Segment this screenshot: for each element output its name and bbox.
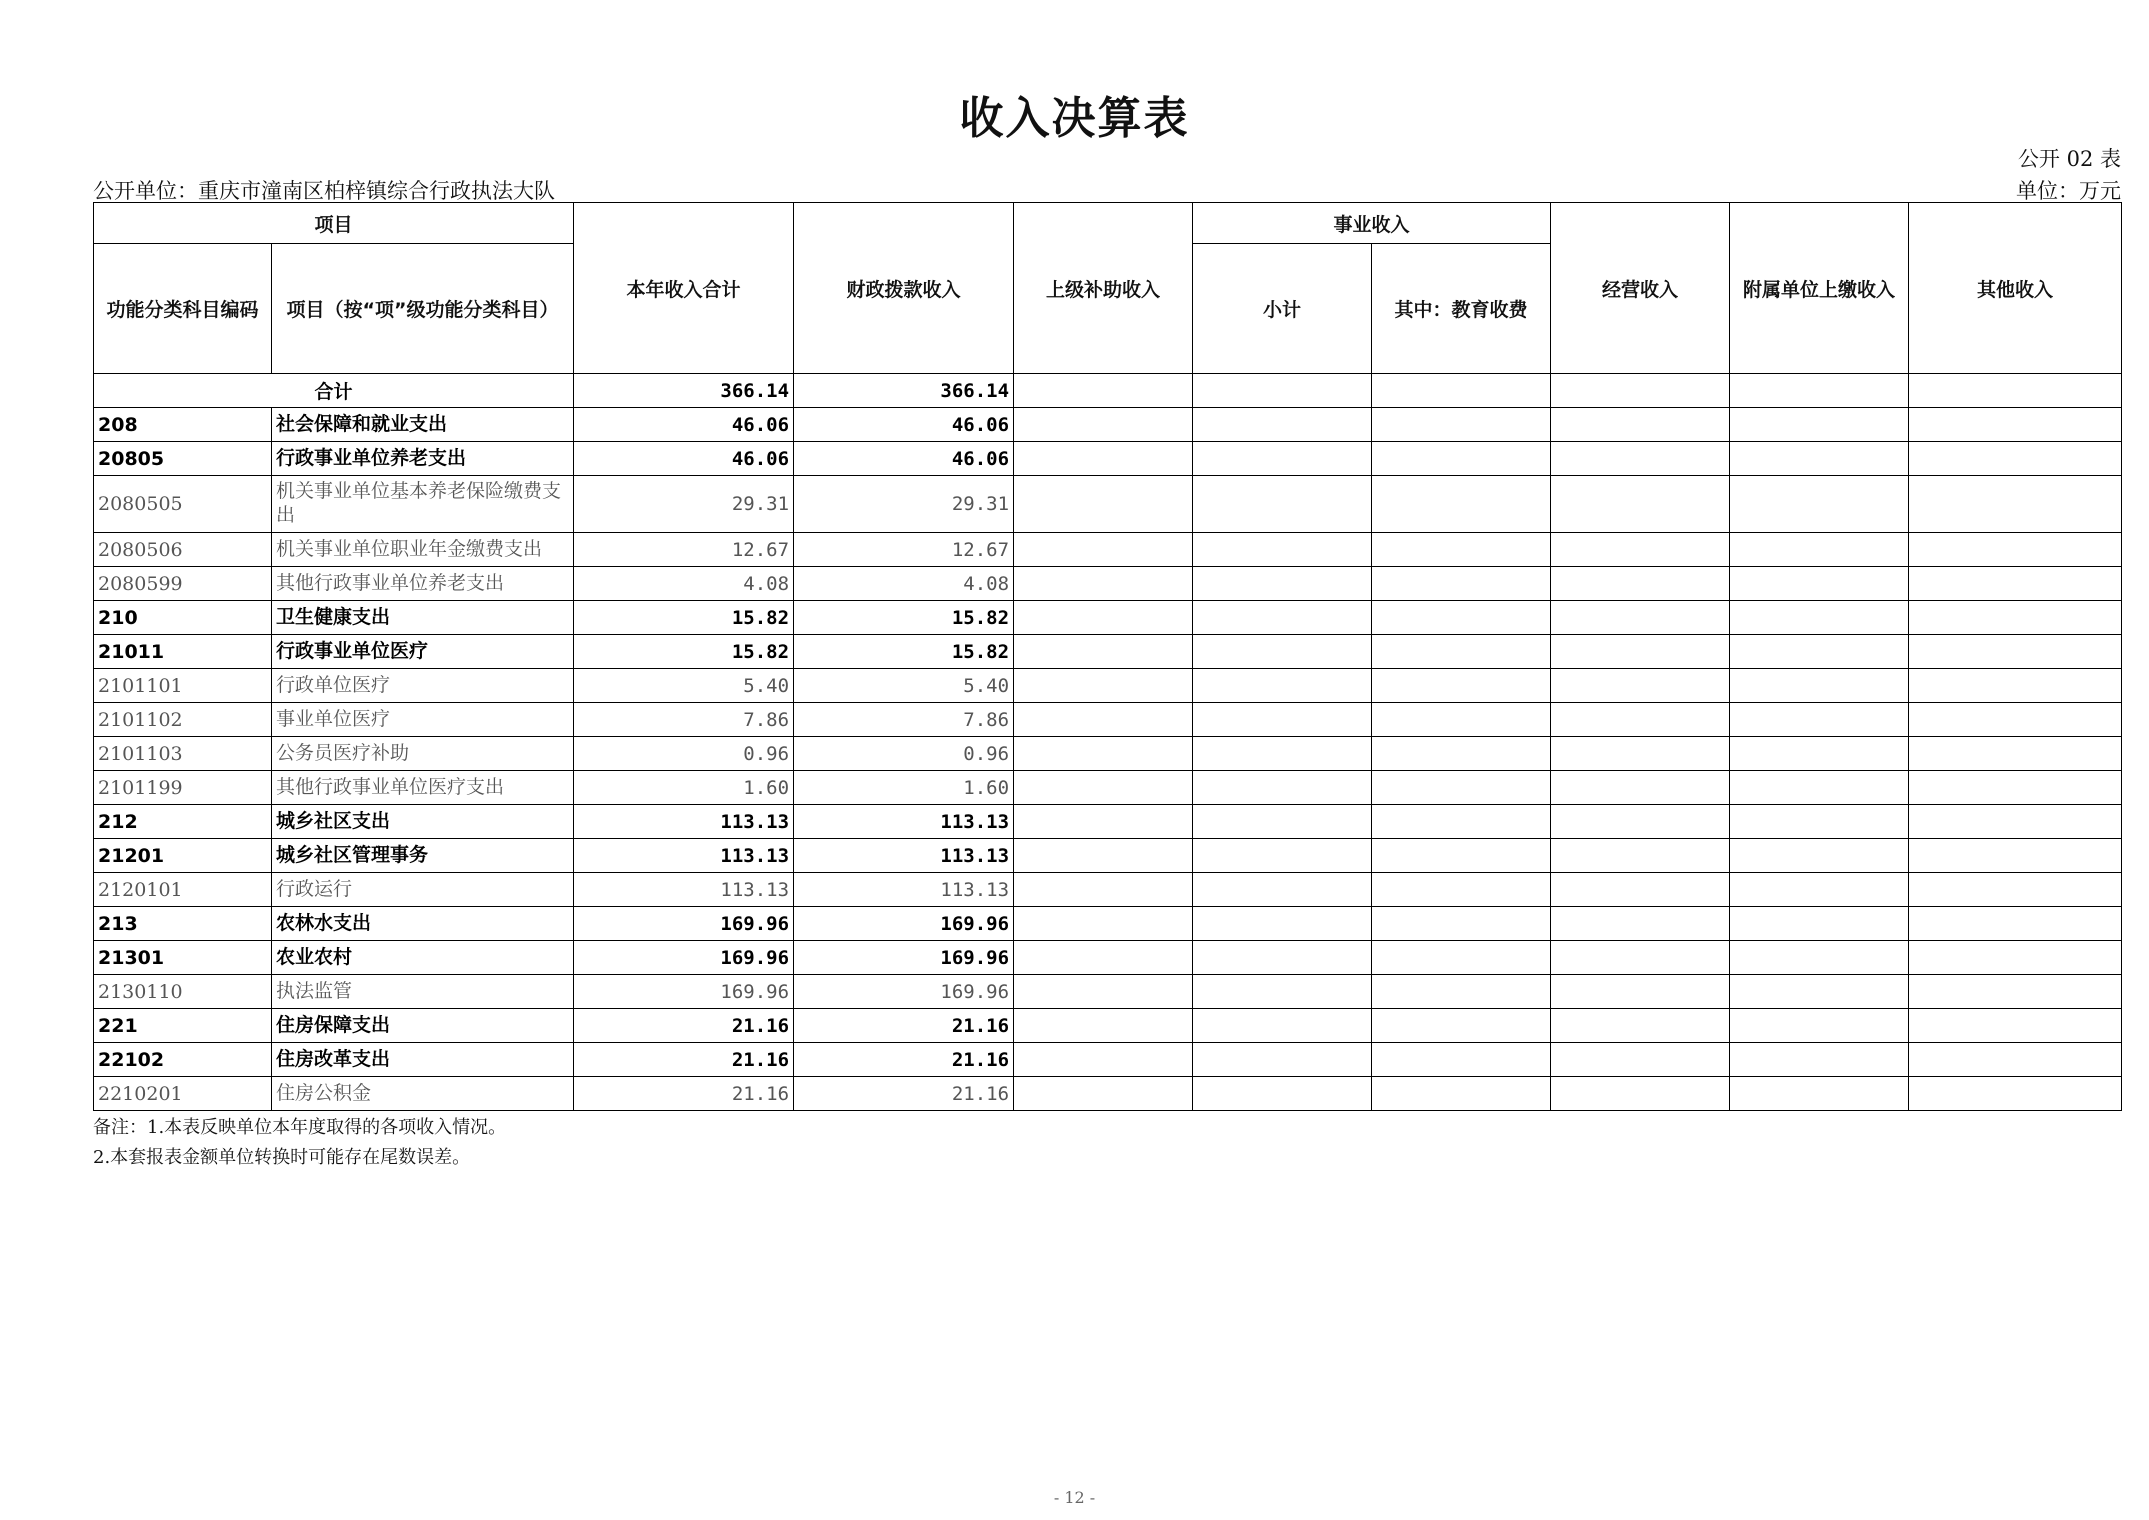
empty-cell (1730, 476, 1909, 533)
fiscal-cell: 4.08 (794, 567, 1014, 601)
empty-cell (1193, 975, 1372, 1009)
total-cell: 46.06 (574, 442, 794, 476)
empty-cell (1193, 533, 1372, 567)
name-cell: 行政事业单位养老支出 (272, 442, 574, 476)
empty-cell (1372, 907, 1551, 941)
empty-cell (1909, 907, 2122, 941)
header-affiliated: 附属单位上缴收入 (1730, 203, 1909, 374)
empty-cell (1909, 408, 2122, 442)
form-number: 公开 02 表 (2017, 147, 2121, 171)
code-cell: 208 (94, 408, 272, 442)
unit-label: 单位：万元 (2016, 179, 2121, 203)
name-cell: 公务员医疗补助 (272, 737, 574, 771)
empty-cell (1014, 669, 1193, 703)
fiscal-cell: 113.13 (794, 839, 1014, 873)
fiscal-cell: 21.16 (794, 1009, 1014, 1043)
table-row (94, 737, 2122, 771)
empty-cell (1551, 839, 1730, 873)
empty-cell (1551, 805, 1730, 839)
empty-cell (1730, 975, 1909, 1009)
table-row (94, 839, 2122, 873)
fiscal-cell: 29.31 (794, 476, 1014, 533)
table-row (94, 567, 2122, 601)
total-cell: 169.96 (574, 907, 794, 941)
empty-cell (1551, 601, 1730, 635)
empty-cell (1014, 771, 1193, 805)
fiscal-cell: 21.16 (794, 1077, 1014, 1111)
empty-cell (1551, 873, 1730, 907)
empty-cell (1193, 907, 1372, 941)
empty-cell (1909, 533, 2122, 567)
empty-cell (1193, 1009, 1372, 1043)
empty-cell (1730, 873, 1909, 907)
empty-cell (1193, 873, 1372, 907)
name-cell: 卫生健康支出 (272, 601, 574, 635)
code-cell: 2210201 (94, 1077, 272, 1111)
empty-cell (1730, 1077, 1909, 1111)
empty-cell (1551, 567, 1730, 601)
fiscal-cell: 12.67 (794, 533, 1014, 567)
empty-cell (1909, 975, 2122, 1009)
table-row (94, 907, 2122, 941)
empty-cell (1372, 635, 1551, 669)
total-label: 合计 (94, 374, 574, 408)
total-cell: 113.13 (574, 805, 794, 839)
empty-cell (1193, 408, 1372, 442)
table-row (94, 941, 2122, 975)
code-cell: 2120101 (94, 873, 272, 907)
empty-cell (1372, 941, 1551, 975)
empty-cell (1551, 442, 1730, 476)
empty-cell (1551, 907, 1730, 941)
header-career: 事业收入 (1193, 203, 1551, 244)
name-cell: 行政事业单位医疗 (272, 635, 574, 669)
empty-cell (1014, 533, 1193, 567)
empty-cell (1193, 1043, 1372, 1077)
empty-cell (1730, 669, 1909, 703)
header-education: 其中：教育收费 (1372, 244, 1551, 374)
empty-cell (1551, 1009, 1730, 1043)
empty-cell (1730, 635, 1909, 669)
fiscal-cell: 169.96 (794, 975, 1014, 1009)
empty-cell (1909, 737, 2122, 771)
header-superior: 上级补助收入 (1014, 203, 1193, 374)
empty-cell (1193, 635, 1372, 669)
code-cell: 21301 (94, 941, 272, 975)
total-fiscal: 366.14 (794, 374, 1014, 408)
name-cell: 住房保障支出 (272, 1009, 574, 1043)
table-row (94, 1043, 2122, 1077)
empty-cell (1372, 408, 1551, 442)
empty-cell (1551, 476, 1730, 533)
empty-cell (1372, 771, 1551, 805)
empty-cell (1193, 771, 1372, 805)
code-cell: 2101101 (94, 669, 272, 703)
empty-cell (1551, 941, 1730, 975)
total-cell: 4.08 (574, 567, 794, 601)
name-cell: 机关事业单位职业年金缴费支出 (272, 533, 574, 567)
fiscal-cell: 1.60 (794, 771, 1014, 805)
empty-cell (1730, 567, 1909, 601)
empty-cell (1372, 839, 1551, 873)
empty-cell (1014, 442, 1193, 476)
empty-cell (1730, 533, 1909, 567)
table-row (94, 975, 2122, 1009)
empty-cell (1551, 771, 1730, 805)
empty-cell (1909, 476, 2122, 533)
header-other: 其他收入 (1909, 203, 2122, 374)
total-cell: 29.31 (574, 476, 794, 533)
empty-cell (1909, 873, 2122, 907)
name-cell: 行政运行 (272, 873, 574, 907)
note-line: 2.本套报表金额单位转换时可能存在尾数误差。 (93, 1147, 471, 1168)
fiscal-cell: 113.13 (794, 805, 1014, 839)
name-cell: 农业农村 (272, 941, 574, 975)
total-cell: 169.96 (574, 975, 794, 1009)
empty-cell (1730, 839, 1909, 873)
total-cell: 21.16 (574, 1043, 794, 1077)
empty-cell (1372, 476, 1551, 533)
total-cell: 21.16 (574, 1077, 794, 1111)
table-row (94, 669, 2122, 703)
code-cell: 21011 (94, 635, 272, 669)
code-cell: 213 (94, 907, 272, 941)
table-row (94, 771, 2122, 805)
fiscal-cell: 46.06 (794, 408, 1014, 442)
header-code: 功能分类科目编码 (94, 244, 272, 374)
table-row (94, 1009, 2122, 1043)
empty-cell (1909, 805, 2122, 839)
header-project: 项目 (94, 203, 574, 244)
total-cell: 113.13 (574, 873, 794, 907)
code-cell: 2080599 (94, 567, 272, 601)
empty-cell (1014, 476, 1193, 533)
fiscal-cell: 169.96 (794, 941, 1014, 975)
code-cell: 21201 (94, 839, 272, 873)
empty-cell (1909, 1077, 2122, 1111)
empty-cell (1014, 567, 1193, 601)
name-cell: 城乡社区支出 (272, 805, 574, 839)
empty-cell (1372, 533, 1551, 567)
empty-cell (1014, 805, 1193, 839)
empty-cell (1909, 703, 2122, 737)
empty-cell (1909, 839, 2122, 873)
fiscal-cell: 15.82 (794, 601, 1014, 635)
total-cell: 21.16 (574, 1009, 794, 1043)
empty-cell (1372, 601, 1551, 635)
table-row (94, 873, 2122, 907)
empty-cell (1551, 1077, 1730, 1111)
header-operating: 经营收入 (1551, 203, 1730, 374)
name-cell: 其他行政事业单位养老支出 (272, 567, 574, 601)
empty-cell (1551, 635, 1730, 669)
total-cell: 5.40 (574, 669, 794, 703)
empty-cell (1193, 941, 1372, 975)
empty-cell (1551, 703, 1730, 737)
empty-cell (1193, 839, 1372, 873)
total-cell: 169.96 (574, 941, 794, 975)
fiscal-cell: 7.86 (794, 703, 1014, 737)
code-cell: 2101103 (94, 737, 272, 771)
code-cell: 212 (94, 805, 272, 839)
fiscal-cell: 21.16 (794, 1043, 1014, 1077)
empty-cell (1014, 737, 1193, 771)
empty-cell (1551, 1043, 1730, 1077)
empty-cell (1372, 805, 1551, 839)
empty-cell (1372, 1009, 1551, 1043)
empty-cell (1730, 771, 1909, 805)
empty-cell (1372, 975, 1551, 1009)
empty-cell (1014, 408, 1193, 442)
empty-cell (1909, 771, 2122, 805)
name-cell: 机关事业单位基本养老保险缴费支出 (272, 476, 574, 533)
total-cell: 7.86 (574, 703, 794, 737)
table-row (94, 1077, 2122, 1111)
total-cell: 15.82 (574, 601, 794, 635)
table-row (94, 533, 2122, 567)
table-row (94, 442, 2122, 476)
empty-cell (1909, 1009, 2122, 1043)
empty-cell (1730, 1043, 1909, 1077)
name-cell: 住房改革支出 (272, 1043, 574, 1077)
empty-cell (1909, 601, 2122, 635)
code-cell: 2080506 (94, 533, 272, 567)
empty-cell (1014, 703, 1193, 737)
organization-label: 公开单位：重庆市潼南区柏梓镇综合行政执法大队 (93, 179, 555, 203)
empty-cell (1372, 873, 1551, 907)
notes (93, 1113, 506, 1173)
page-number: - 12 - (1053, 1488, 1096, 1507)
header-name: 项目（按“项”级功能分类科目） (272, 244, 574, 374)
empty-cell (1909, 442, 2122, 476)
total-cell: 46.06 (574, 408, 794, 442)
empty-cell (1014, 839, 1193, 873)
empty-cell (1193, 601, 1372, 635)
name-cell: 事业单位医疗 (272, 703, 574, 737)
empty-cell (1014, 975, 1193, 1009)
empty-cell (1551, 975, 1730, 1009)
page-title: 收入决算表 (959, 93, 1190, 144)
empty-cell (1014, 1043, 1193, 1077)
total-cell: 15.82 (574, 635, 794, 669)
empty-cell (1730, 1009, 1909, 1043)
table-row (94, 476, 2122, 533)
empty-cell (1372, 567, 1551, 601)
table-row (94, 805, 2122, 839)
empty-cell (1730, 601, 1909, 635)
empty-cell (1014, 1009, 1193, 1043)
code-cell: 2101199 (94, 771, 272, 805)
code-cell: 210 (94, 601, 272, 635)
empty-cell (1372, 703, 1551, 737)
name-cell: 执法监管 (272, 975, 574, 1009)
income-table (93, 202, 2122, 1111)
empty-cell (1193, 669, 1372, 703)
header-total: 本年收入合计 (574, 203, 794, 374)
code-cell: 2080505 (94, 476, 272, 533)
empty-cell (1730, 442, 1909, 476)
total-cell: 1.60 (574, 771, 794, 805)
empty-cell (1730, 805, 1909, 839)
empty-cell (1730, 408, 1909, 442)
empty-cell (1014, 1077, 1193, 1111)
empty-cell (1372, 1077, 1551, 1111)
code-cell: 22102 (94, 1043, 272, 1077)
empty-cell (1909, 941, 2122, 975)
code-cell: 2101102 (94, 703, 272, 737)
empty-cell (1014, 635, 1193, 669)
table-row (94, 601, 2122, 635)
empty-cell (1909, 669, 2122, 703)
empty-cell (1551, 737, 1730, 771)
empty-cell (1372, 442, 1551, 476)
name-cell: 行政单位医疗 (272, 669, 574, 703)
empty-cell (1193, 805, 1372, 839)
total-row (94, 374, 2122, 408)
empty-cell (1551, 533, 1730, 567)
header-fiscal: 财政拨款收入 (794, 203, 1014, 374)
empty-cell (1730, 941, 1909, 975)
empty-cell (1551, 669, 1730, 703)
code-cell: 2130110 (94, 975, 272, 1009)
empty-cell (1193, 1077, 1372, 1111)
empty-cell (1551, 408, 1730, 442)
table-row (94, 635, 2122, 669)
name-cell: 城乡社区管理事务 (272, 839, 574, 873)
fiscal-cell: 113.13 (794, 873, 1014, 907)
fiscal-cell: 5.40 (794, 669, 1014, 703)
empty-cell (1014, 601, 1193, 635)
empty-cell (1193, 567, 1372, 601)
note-line: 备注：1.本表反映单位本年度取得的各项收入情况。 (93, 1117, 507, 1138)
empty-cell (1014, 941, 1193, 975)
empty-cell (1730, 703, 1909, 737)
name-cell: 农林水支出 (272, 907, 574, 941)
empty-cell (1730, 907, 1909, 941)
total-cell: 12.67 (574, 533, 794, 567)
fiscal-cell: 0.96 (794, 737, 1014, 771)
empty-cell (1372, 737, 1551, 771)
code-cell: 20805 (94, 442, 272, 476)
empty-cell (1193, 737, 1372, 771)
table-row (94, 408, 2122, 442)
empty-cell (1909, 635, 2122, 669)
empty-cell (1730, 737, 1909, 771)
total-cell: 0.96 (574, 737, 794, 771)
fiscal-cell: 15.82 (794, 635, 1014, 669)
empty-cell (1193, 703, 1372, 737)
total-amount: 366.14 (574, 374, 794, 408)
empty-cell (1014, 907, 1193, 941)
empty-cell (1372, 669, 1551, 703)
empty-cell (1014, 873, 1193, 907)
name-cell: 社会保障和就业支出 (272, 408, 574, 442)
table-row (94, 703, 2122, 737)
fiscal-cell: 169.96 (794, 907, 1014, 941)
empty-cell (1372, 1043, 1551, 1077)
empty-cell (1193, 476, 1372, 533)
fiscal-cell: 46.06 (794, 442, 1014, 476)
code-cell: 221 (94, 1009, 272, 1043)
empty-cell (1909, 1043, 2122, 1077)
empty-cell (1909, 567, 2122, 601)
name-cell: 其他行政事业单位医疗支出 (272, 771, 574, 805)
name-cell: 住房公积金 (272, 1077, 574, 1111)
empty-cell (1193, 442, 1372, 476)
header-subtotal: 小计 (1193, 244, 1372, 374)
total-cell: 113.13 (574, 839, 794, 873)
